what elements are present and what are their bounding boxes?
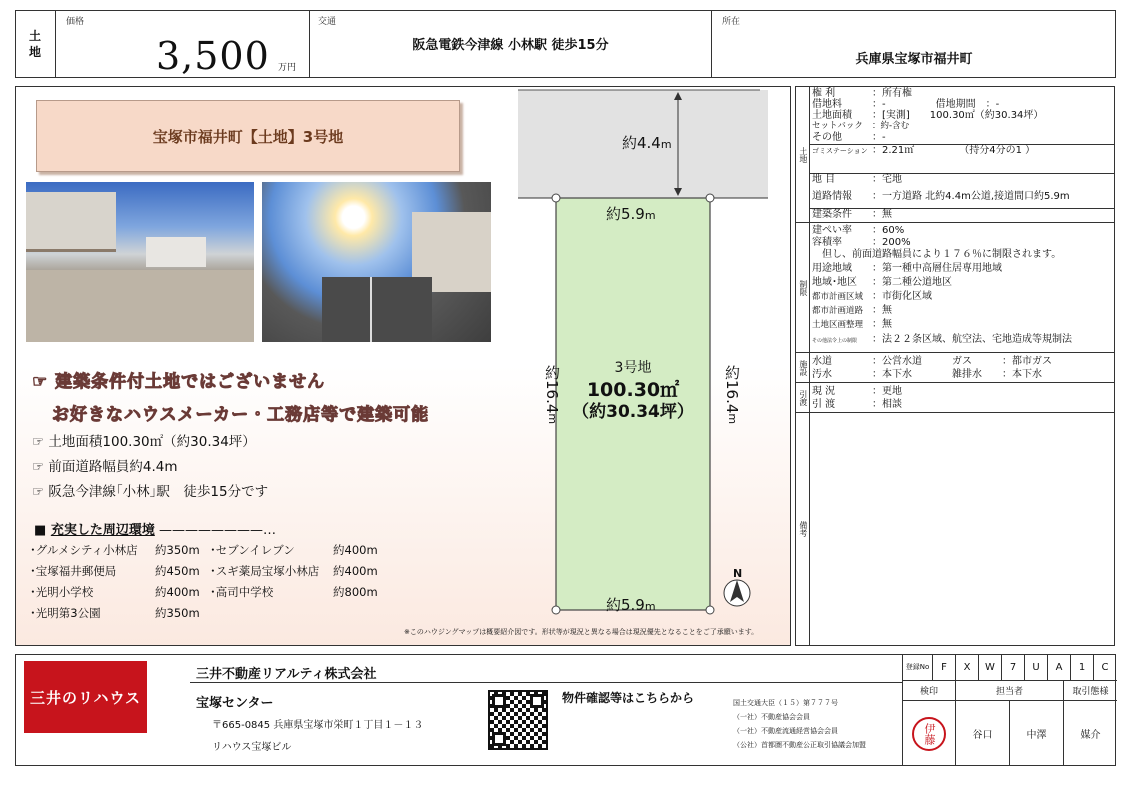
side-facility: 施設 — [796, 353, 810, 383]
trade-type: 媒介 — [1080, 730, 1101, 741]
north-arrow — [724, 580, 750, 606]
feature-item: ☞ 前面道路幅員約4.4m — [32, 459, 178, 475]
square-bullet-icon: ■ — [34, 523, 51, 538]
reg-char: X — [956, 654, 979, 680]
trade-label: 取引態様 — [1072, 687, 1109, 697]
reg-char: U — [1025, 654, 1048, 680]
environment-dist: 約350m — [155, 543, 200, 557]
reg-label: 登録No — [903, 654, 933, 680]
page-title: 宝塚市福井町【土地】3号地 — [152, 127, 344, 146]
pointing-hand-icon: ☞ — [32, 459, 49, 475]
price-value: 3,500 — [156, 34, 270, 78]
location-value: 兵庫県宝塚市福井町 — [855, 52, 973, 67]
price-label: 価格 — [66, 17, 85, 27]
location-label: 所在 — [722, 17, 741, 27]
north-label: N — [733, 567, 743, 580]
lot-plan — [510, 86, 785, 626]
spec-row: ゴミステーション ：2.21㎡ （持分4分の1 ） — [810, 144, 1114, 157]
spec-row: その他 ：- — [812, 132, 886, 143]
spec-row: 地 目 ：宅地 — [810, 173, 1114, 185]
map-disclaimer: ※このハウジングマップは概要紹介図です。形状等が現況と異なる場合は現況優先となることをご了承願います。 — [404, 628, 759, 636]
location-cell — [712, 10, 1116, 78]
side-land: 土地 — [796, 87, 810, 223]
reg-char: F — [933, 654, 956, 680]
spec-row: 都市計画道路 ：無 — [812, 305, 892, 316]
headline-1: ☞ 建築条件付土地ではございません — [32, 372, 326, 392]
spec-row: 用途地域 ：第一種中高層住居専用地域 — [812, 263, 1002, 274]
title-plate — [36, 100, 460, 172]
spec-row: セットバック ：約-含む — [812, 121, 910, 131]
right-depth-label: 約16.4m — [723, 365, 741, 425]
brand-logo: 三井のリハウス — [24, 661, 147, 733]
branch-address: 〒665-0845 兵庫県宝塚市栄町１丁目１－１３ — [212, 720, 424, 731]
spec-row: 道路情報 ：一方道路 北約4.4m公道,接道間口約5.9m — [812, 191, 1070, 202]
spec-row: 権 利 ：所有権 — [812, 88, 912, 99]
reg-char: W — [979, 654, 1002, 680]
spec-row: 建築条件 ：無 — [810, 208, 1114, 220]
environment-dist: 約400m — [333, 564, 378, 578]
qr-caption: 物件確認等はこちらから — [562, 691, 695, 705]
lot-tsubo: （約30.34坪） — [572, 402, 694, 422]
staff-label: 担当者 — [956, 681, 1064, 700]
reg-char: 7 — [1002, 654, 1025, 680]
seal-stamp: 伊藤 — [912, 717, 946, 751]
spec-row: 土地面積 ：[実測] 100.30㎡（約30.34坪） — [812, 110, 1044, 121]
access-cell — [310, 10, 712, 78]
environment-item: ･スギ薬局宝塚小林店 — [210, 564, 320, 578]
branch-building: リハウス宝塚ビル — [212, 742, 292, 753]
spec-row: 都市計画区域 ：市街化区域 — [812, 291, 932, 302]
spec-row: 借地料 ：- 借地期間 ：- — [812, 99, 1000, 110]
license-info: 国土交通大臣（１５）第７７７号 （一社）不動産協会会員 （一社）不動産流通経営協会会員 （公社）首都圏不動産公正取引協議会加盟 — [733, 699, 866, 749]
side-handover: 引渡 — [796, 383, 810, 413]
type-cell — [15, 10, 56, 78]
environment-item: ･光明第3公園 — [30, 606, 101, 620]
type-line2: 地 — [28, 45, 41, 59]
branch-name: 宝塚センター — [196, 696, 274, 711]
side-restriction: 制限 — [796, 223, 810, 353]
access-label: 交通 — [318, 17, 337, 27]
lot-name: 3号地 — [614, 360, 652, 376]
spec-row: 引 渡 ：相談 — [812, 399, 902, 410]
site-photo-2 — [262, 182, 491, 342]
environment-dist: 約400m — [333, 543, 378, 557]
lot-info — [556, 357, 710, 423]
lot-area: 100.30㎡ — [586, 379, 680, 401]
environment-dist: 約800m — [333, 585, 378, 599]
reg-char: A — [1048, 654, 1071, 680]
pointing-hand-icon: ☞ — [32, 484, 49, 500]
left-depth-label: 約16.4m — [543, 365, 561, 425]
staff-1: 谷口 — [956, 701, 1010, 766]
spec-row: 汚水 ：本下水 雑排水 ：本下水 — [812, 369, 1042, 380]
type-line1: 土 — [28, 29, 41, 43]
top-frontage-label: 約5.9m — [606, 205, 656, 223]
pointing-hand-icon: ☞ — [32, 434, 49, 450]
spec-row: その他法令上の制限 ：法２２条区域、航空法、宅地造成等規制法 — [812, 334, 1072, 345]
feature-item: ☞ 阪急今津線｢小林｣駅 徒歩15分です — [32, 484, 269, 500]
spec-row: 水道 ：公営水道 ガス ：都市ガス — [812, 356, 1052, 367]
stamp-label: 検印 — [903, 681, 956, 700]
environment-item: ･光明小学校 — [30, 585, 94, 599]
spec-row: 建ぺい率 ：60% — [812, 225, 905, 236]
environment-item: ･グルメシティ小林店 — [30, 543, 138, 557]
spec-row: 容積率 ：200% — [812, 237, 911, 248]
bottom-frontage-label: 約5.9m — [606, 596, 656, 614]
road-width-label: 約4.4m — [622, 134, 672, 152]
qr-code-icon — [488, 690, 548, 750]
environment-heading: ■ 充実した周辺環境 ————————… — [34, 523, 276, 538]
spec-row: 現 況 ：更地 — [812, 386, 902, 397]
environment-dist: 約450m — [155, 564, 200, 578]
environment-item: ･セブンイレブン — [210, 543, 295, 557]
price-unit: 万円 — [278, 63, 297, 73]
reg-char: C — [1101, 661, 1109, 673]
spec-table — [795, 86, 1115, 646]
staff-2: 中澤 — [1010, 701, 1064, 766]
environment-dist: 約350m — [155, 606, 200, 620]
price-cell — [56, 10, 310, 78]
headline-2: お好きなハウスメーカー・工務店等で建築可能 — [52, 405, 430, 425]
registration-grid — [902, 654, 1116, 766]
feature-item: ☞ 土地面積100.30㎡（約30.34坪） — [32, 434, 256, 450]
access-value: 阪急電鉄今津線 小林駅 徒歩15分 — [412, 38, 609, 53]
spec-row: 土地区画整理 ：無 — [812, 319, 892, 330]
reg-char: 1 — [1071, 654, 1094, 680]
pointing-hand-icon: ☞ — [32, 372, 56, 392]
spec-row: 但し、前面道路幅員により１７６％に制限されます。 — [812, 249, 1062, 260]
environment-item: ･高司中学校 — [210, 585, 274, 599]
company-name: 三井不動産リアルティ株式会社 — [196, 667, 377, 682]
environment-item: ･宝塚福井郵便局 — [30, 564, 117, 578]
environment-dist: 約400m — [155, 585, 200, 599]
spec-row: 地域･地区 ：第二種公道地区 — [812, 277, 952, 288]
side-notes: 備考 — [796, 413, 810, 645]
site-photo-1 — [26, 182, 254, 342]
